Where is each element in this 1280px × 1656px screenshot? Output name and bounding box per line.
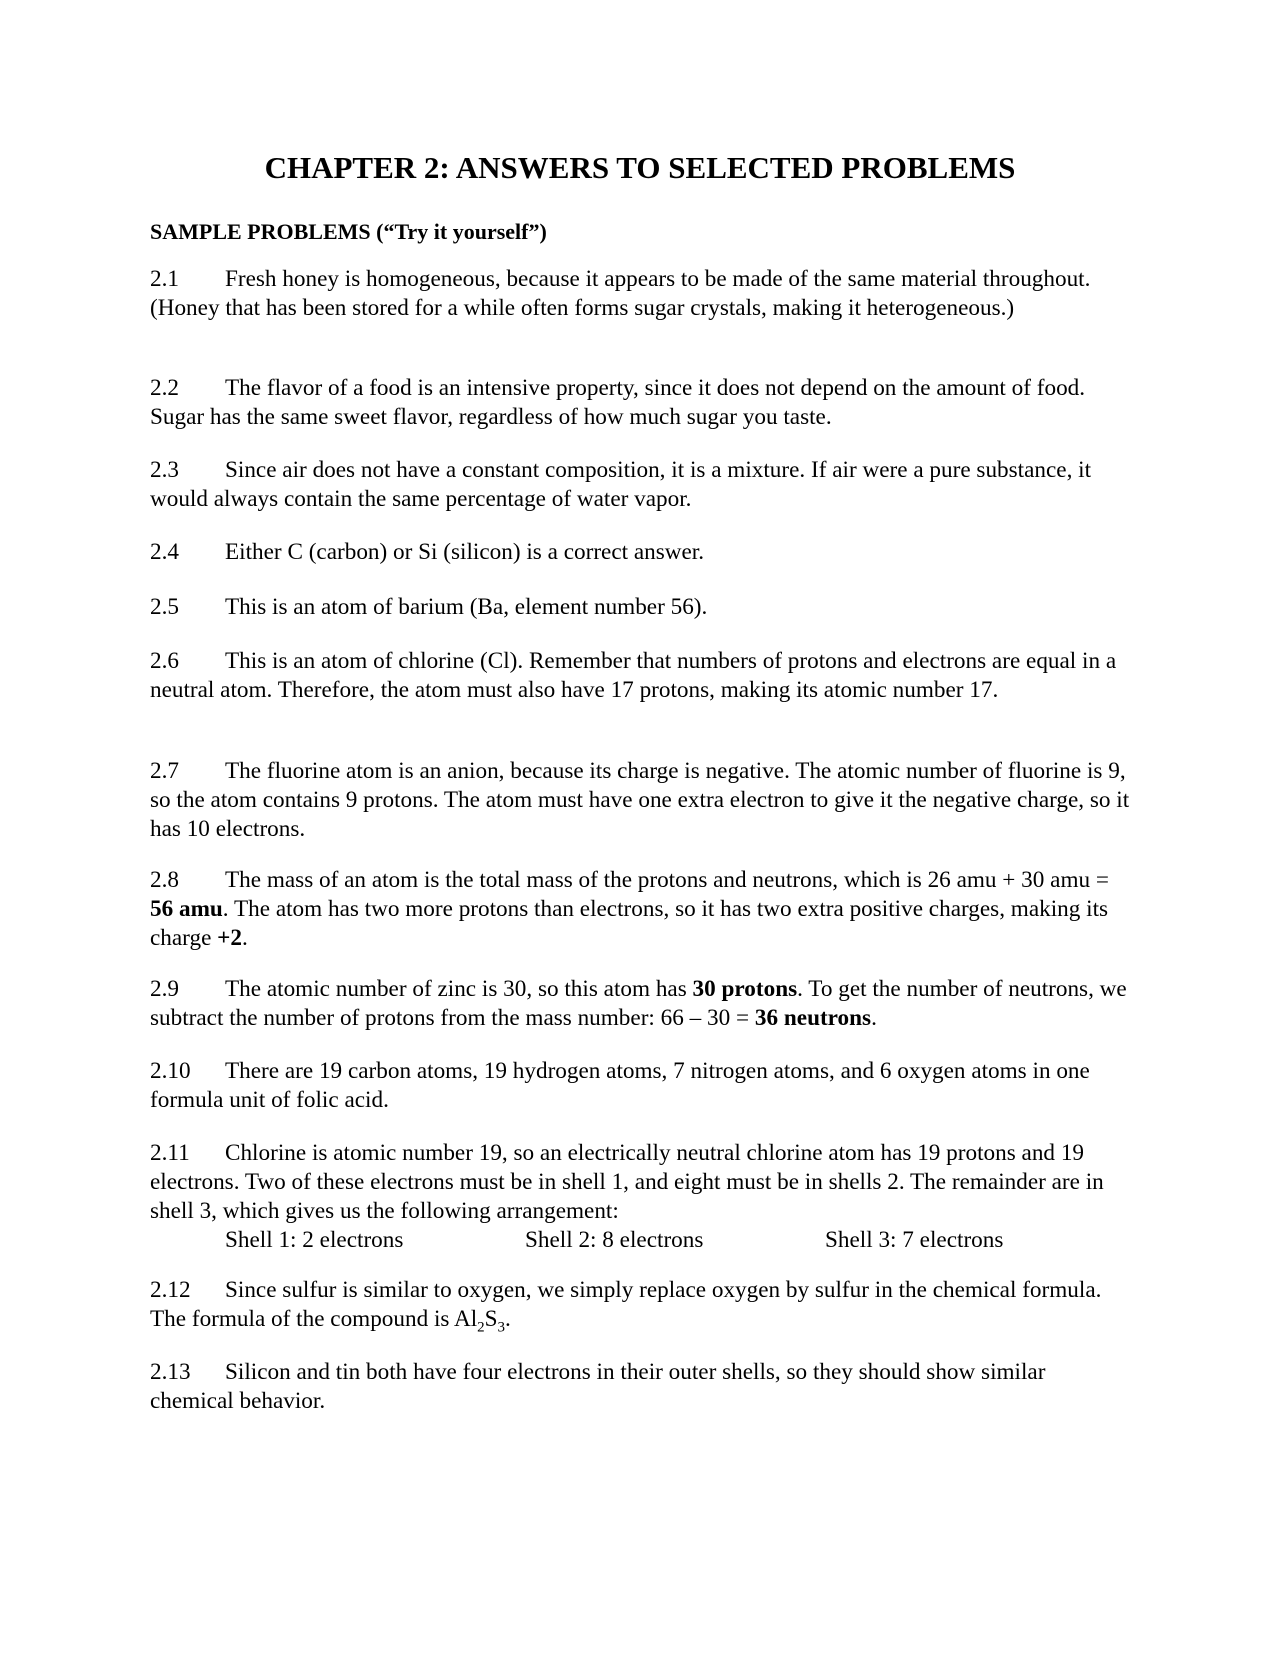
problem-text: This is an atom of barium (Ba, element number 56). (225, 594, 708, 620)
problem-text: The mass of an atom is the total mass of the protons and neutrons, which is 26 amu + 30 amu = (225, 867, 1109, 893)
problem-2-6 (150, 647, 1130, 705)
problem-text: . The atom has two more protons than electrons, so it has two extra positive charges, making its charge (150, 896, 1109, 951)
problem-number: 2.5 (150, 594, 179, 620)
problem-text: The atomic number of zinc is 30, so this atom has (225, 976, 693, 1002)
problem-text: . To get the number of neutrons, we subtract the number of protons from the mass number: 66 – 30 = (150, 976, 1127, 1031)
subscript: 3 (497, 1319, 506, 1336)
problem-number: 2.12 (150, 1277, 191, 1303)
problem-2-1 (150, 265, 1130, 323)
problem-2-12 (150, 1276, 1130, 1334)
problem-number: 2.7 (150, 758, 179, 784)
problem-text: This is an atom of chlorine (Cl). Remember that numbers of protons and electrons are equal in a neutral atom. Therefore, the atom must also have 17 protons, making its atomic number 17. (150, 648, 1117, 703)
answer-neutrons: 36 neutrons (754, 1005, 872, 1031)
problem-text: . (241, 925, 248, 951)
problem-number: 2.13 (150, 1359, 191, 1385)
problem-number: 2.2 (150, 375, 179, 401)
shell-arrangement (150, 1226, 1130, 1255)
answer-protons: 30 protons (692, 976, 798, 1002)
problem-text: Either C (carbon) or Si (silicon) is a correct answer. (225, 539, 705, 565)
problem-2-5 (150, 593, 1130, 622)
problem-text: . (505, 1306, 511, 1332)
problem-text: The fluorine atom is an anion, because its charge is negative. The atomic number of fluorine is 9, so the atom contains 9 protons. The atom must have one extra electron to give it the negative charge, so it has 10 electrons. (150, 758, 1130, 842)
page-title: CHAPTER 2: ANSWERS TO SELECTED PROBLEMS (264, 150, 1016, 185)
problem-2-9 (150, 975, 1130, 1033)
problem-text: The flavor of a food is an intensive property, since it does not depend on the amount of food. Sugar has the same sweet flavor, regardless of how much sugar you taste. (150, 375, 1086, 430)
section-heading: SAMPLE PROBLEMS (“Try it yourself”) (150, 219, 547, 244)
problem-2-13 (150, 1358, 1130, 1416)
answer-charge: +2 (217, 925, 242, 951)
shell-3: Shell 3: 7 electrons (825, 1227, 1004, 1253)
problem-number: 2.4 (150, 539, 179, 565)
problem-2-3 (150, 456, 1130, 514)
problem-text: There are 19 carbon atoms, 19 hydrogen atoms, 7 nitrogen atoms, and 6 oxygen atoms in one formula unit of folic acid. (150, 1058, 1090, 1113)
problem-number: 2.1 (150, 266, 179, 292)
problem-2-4 (150, 538, 1130, 567)
problem-2-10 (150, 1057, 1130, 1115)
problem-number: 2.10 (150, 1058, 191, 1084)
problem-text: Silicon and tin both have four electrons in their outer shells, so they should show similar chemical behavior. (150, 1359, 1046, 1414)
shell-2: Shell 2: 8 electrons (525, 1227, 704, 1253)
shell-1: Shell 1: 2 electrons (225, 1227, 404, 1253)
problem-text: S (484, 1306, 498, 1332)
problem-number: 2.6 (150, 648, 179, 674)
problem-number: 2.11 (150, 1140, 190, 1166)
problem-2-2 (150, 374, 1130, 432)
problem-text: Since air does not have a constant composition, it is a mixture. If air were a pure substance, it would always contain the same percentage of water vapor. (150, 457, 1092, 512)
problem-text: Since sulfur is similar to oxygen, we simply replace oxygen by sulfur in the chemical formula. The formula of the compound is Al (150, 1277, 1102, 1332)
answer-mass: 56 amu (150, 896, 223, 922)
problem-2-11 (150, 1139, 1130, 1255)
problem-number: 2.3 (150, 457, 179, 483)
problem-2-7 (150, 757, 1130, 844)
problem-number: 2.8 (150, 867, 179, 893)
subscript: 2 (477, 1319, 485, 1336)
problem-2-8 (150, 866, 1130, 953)
problem-text: Chlorine is atomic number 19, so an electrically neutral chlorine atom has 19 protons and 19 electrons. Two of these electrons must be in shell 1, and eight must be in shells 2. The remainder are in shell 3, which gives us the following arrangement: (150, 1140, 1104, 1224)
problem-text: Fresh honey is homogeneous, because it appears to be made of the same material throughout. (Honey that has been stored for a while often forms sugar crystals, making it heterogeneous.) (150, 266, 1091, 321)
problem-number: 2.9 (150, 976, 179, 1002)
problem-text: . (871, 1005, 877, 1031)
